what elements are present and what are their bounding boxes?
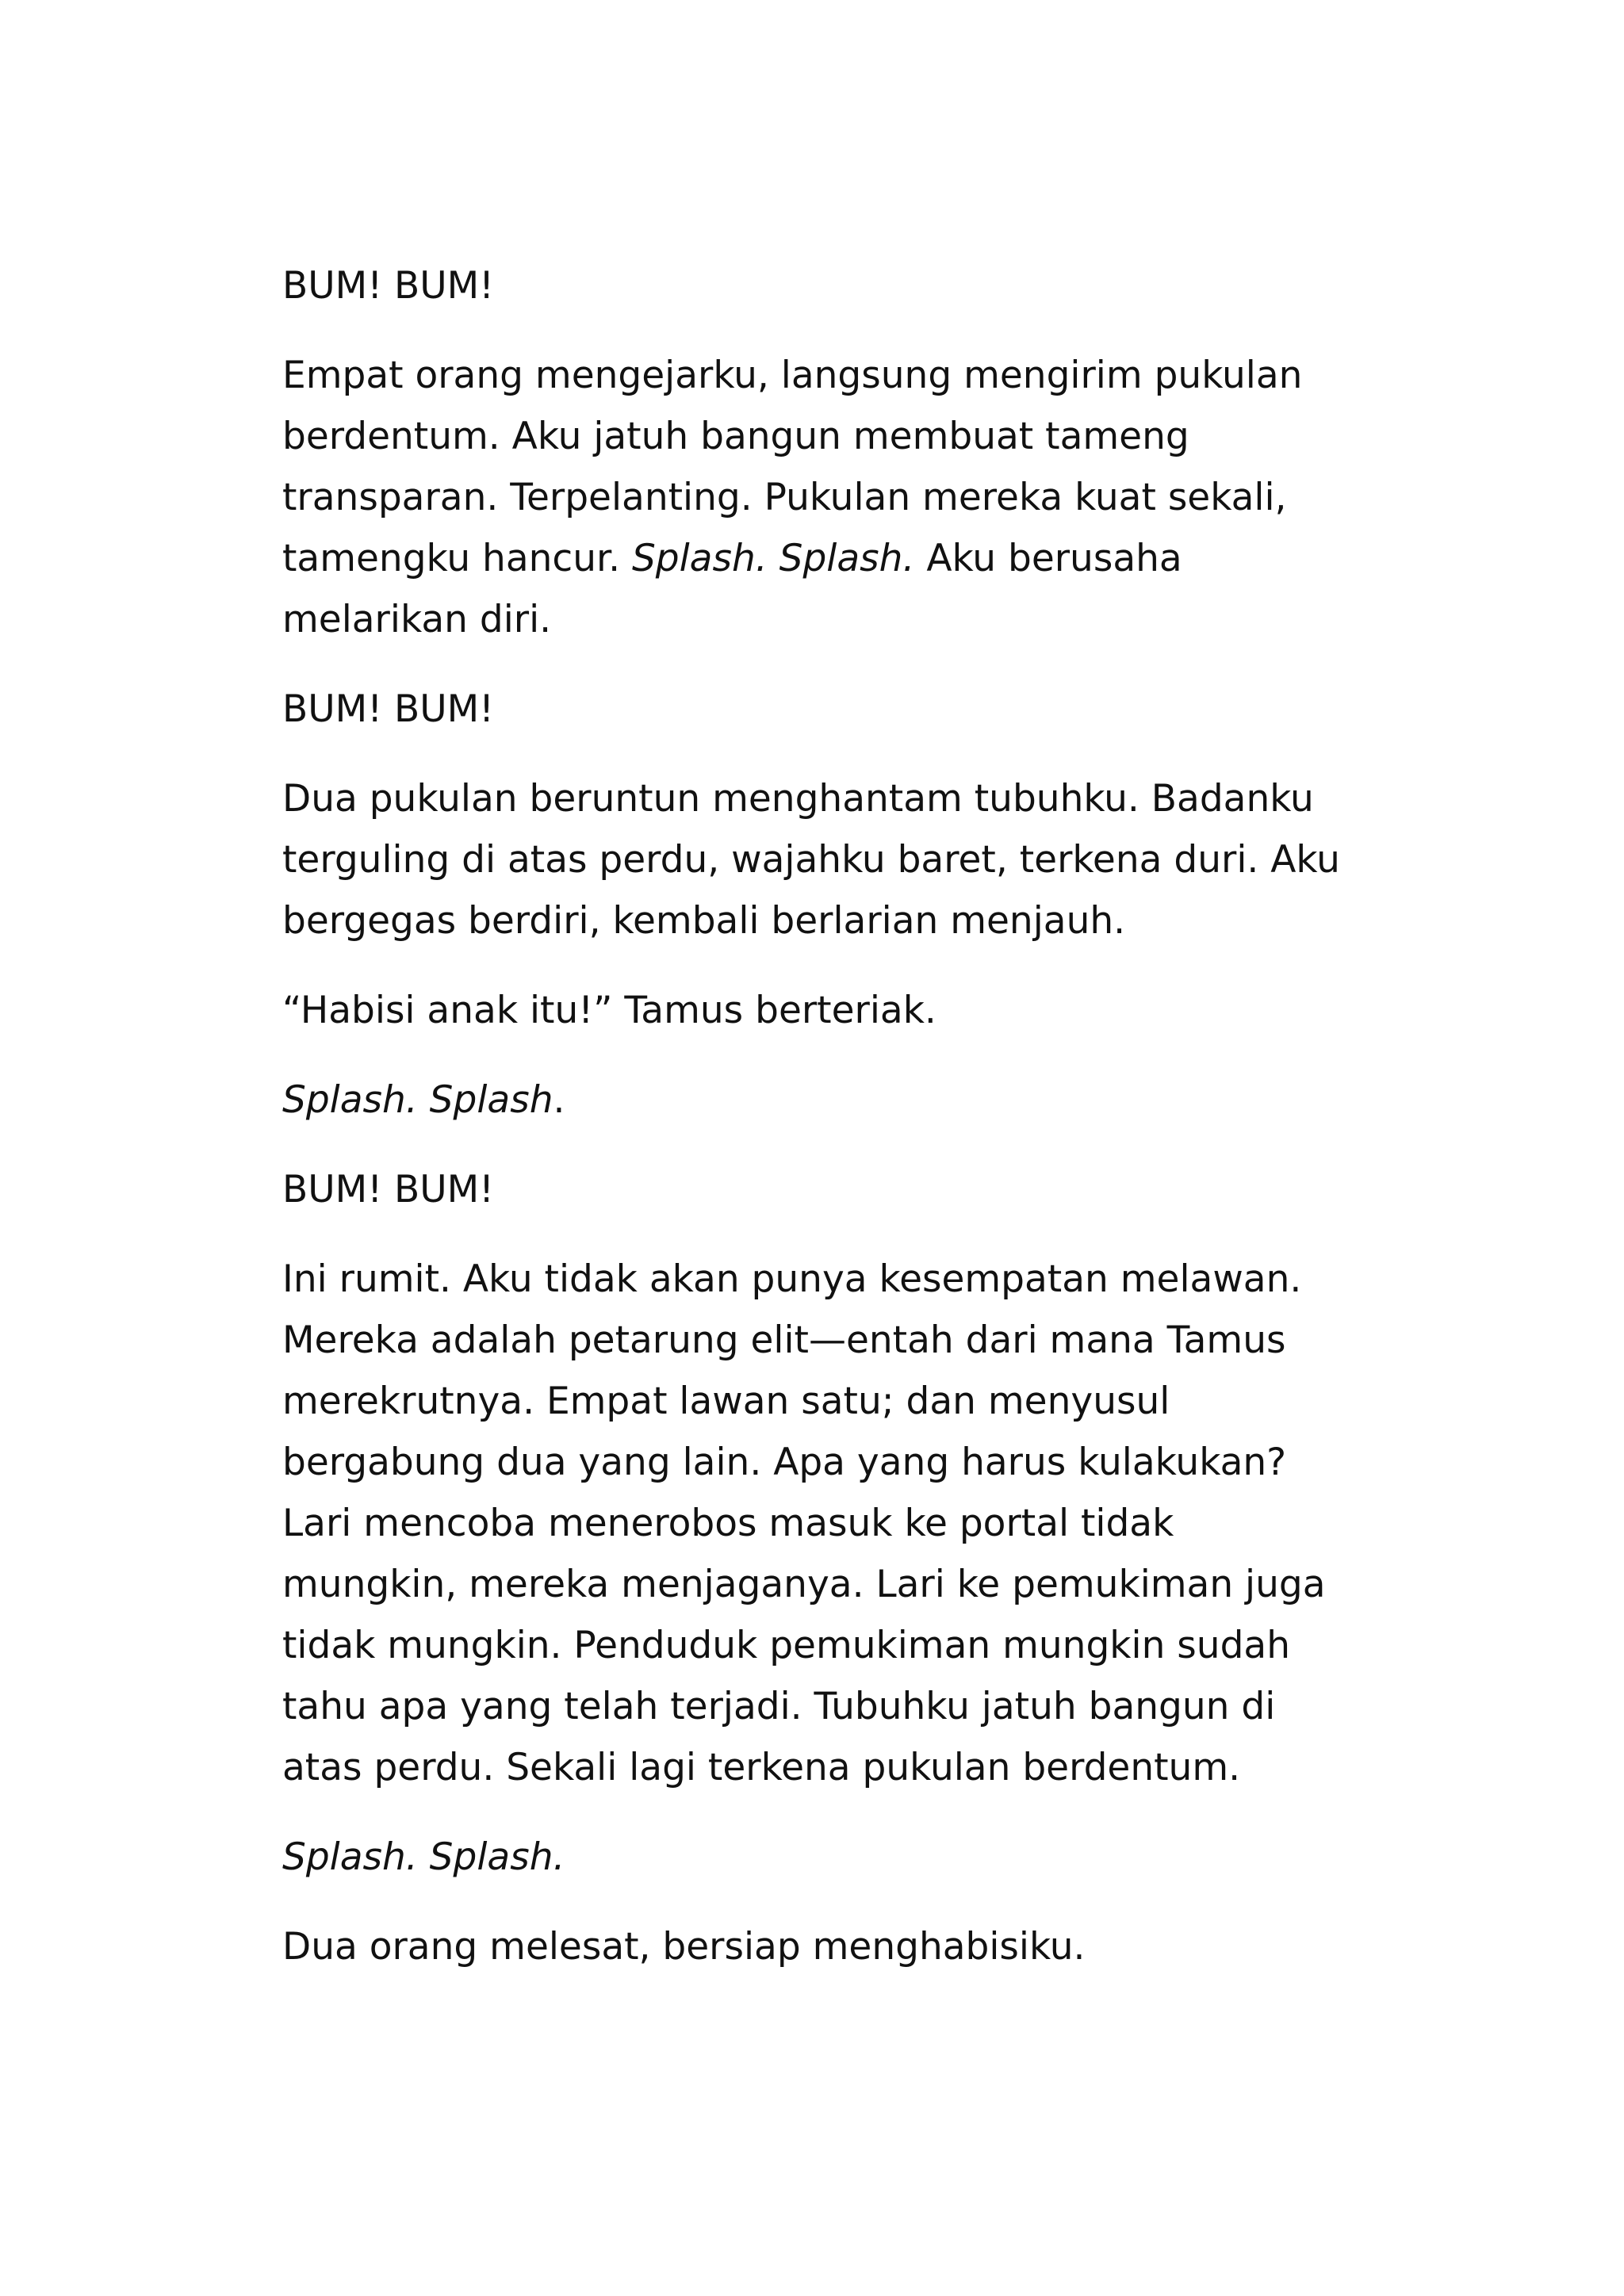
text-segment: Ini rumit. Aku tidak akan punya kesempatan melawan. bbox=[282, 1257, 1302, 1301]
text-segment: tamengku hancur. bbox=[282, 537, 632, 580]
text-segment: terguling di atas perdu, wajahku baret, terkena duri. Aku bbox=[282, 838, 1340, 882]
text-line bbox=[282, 1827, 1392, 1888]
text-line bbox=[282, 1615, 1392, 1676]
paragraph bbox=[282, 1070, 1392, 1131]
text-segment: Aku berusaha bbox=[914, 537, 1182, 580]
text-line bbox=[282, 768, 1392, 829]
text-segment: bergegas berdiri, kembali berlarian menjauh. bbox=[282, 899, 1126, 943]
text-line bbox=[282, 255, 1392, 316]
paragraph bbox=[282, 255, 1392, 316]
paragraph bbox=[282, 679, 1392, 740]
text-segment: BUM! BUM! bbox=[282, 1168, 495, 1211]
paragraph bbox=[282, 345, 1392, 650]
text-line bbox=[282, 528, 1392, 589]
text-line bbox=[282, 1554, 1392, 1615]
body-text bbox=[282, 255, 1392, 2006]
text-line bbox=[282, 1371, 1392, 1432]
italic-text: Splash. Splash. bbox=[282, 1835, 565, 1879]
text-segment: berdentum. Aku jatuh bangun membuat tameng bbox=[282, 415, 1189, 458]
text-segment: . bbox=[553, 1078, 565, 1122]
text-segment: “Habisi anak itu!” Tamus berteriak. bbox=[282, 989, 936, 1032]
text-segment: tidak mungkin. Penduduk pemukiman mungkin sudah bbox=[282, 1624, 1290, 1667]
text-segment: Mereka adalah petarung elit—entah dari mana Tamus bbox=[282, 1318, 1286, 1362]
text-segment: bergabung dua yang lain. Apa yang harus kulakukan? bbox=[282, 1441, 1287, 1484]
text-segment: melarikan diri. bbox=[282, 598, 552, 641]
text-line bbox=[282, 679, 1392, 740]
text-line bbox=[282, 1916, 1392, 1977]
text-segment: atas perdu. Sekali lagi terkena pukulan berdentum. bbox=[282, 1746, 1241, 1789]
text-line bbox=[282, 589, 1392, 650]
italic-text: Splash. Splash. bbox=[631, 537, 915, 580]
text-segment: Lari mencoba menerobos masuk ke portal tidak bbox=[282, 1502, 1174, 1545]
italic-text: Splash. Splash bbox=[282, 1078, 553, 1122]
text-segment: BUM! BUM! bbox=[282, 264, 495, 308]
text-segment: merekrutnya. Empat lawan satu; dan menyusul bbox=[282, 1380, 1170, 1423]
paragraph bbox=[282, 980, 1392, 1041]
text-line bbox=[282, 1676, 1392, 1737]
text-line bbox=[282, 829, 1392, 890]
text-line bbox=[282, 1249, 1392, 1310]
text-segment: Dua pukulan beruntun menghantam tubuhku. Badanku bbox=[282, 777, 1314, 821]
paragraph bbox=[282, 1916, 1392, 1977]
text-line bbox=[282, 467, 1392, 528]
text-segment: Dua orang melesat, bersiap menghabisiku. bbox=[282, 1925, 1086, 1969]
paragraph bbox=[282, 768, 1392, 951]
text-line bbox=[282, 1070, 1392, 1131]
text-line bbox=[282, 1737, 1392, 1798]
text-line bbox=[282, 1159, 1392, 1220]
paragraph bbox=[282, 1827, 1392, 1888]
paragraph bbox=[282, 1159, 1392, 1220]
text-line bbox=[282, 980, 1392, 1041]
text-segment: tahu apa yang telah terjadi. Tubuhku jatuh bangun di bbox=[282, 1685, 1276, 1728]
text-line bbox=[282, 1493, 1392, 1554]
text-segment: mungkin, mereka menjaganya. Lari ke pemukiman juga bbox=[282, 1563, 1326, 1606]
text-segment: BUM! BUM! bbox=[282, 687, 495, 731]
text-segment: transparan. Terpelanting. Pukulan mereka kuat sekali, bbox=[282, 476, 1287, 519]
text-line bbox=[282, 890, 1392, 951]
text-line bbox=[282, 345, 1392, 406]
text-line bbox=[282, 1310, 1392, 1371]
text-segment: Empat orang mengejarku, langsung mengirim pukulan bbox=[282, 354, 1303, 397]
text-line bbox=[282, 406, 1392, 467]
text-line bbox=[282, 1432, 1392, 1493]
paragraph bbox=[282, 1249, 1392, 1798]
